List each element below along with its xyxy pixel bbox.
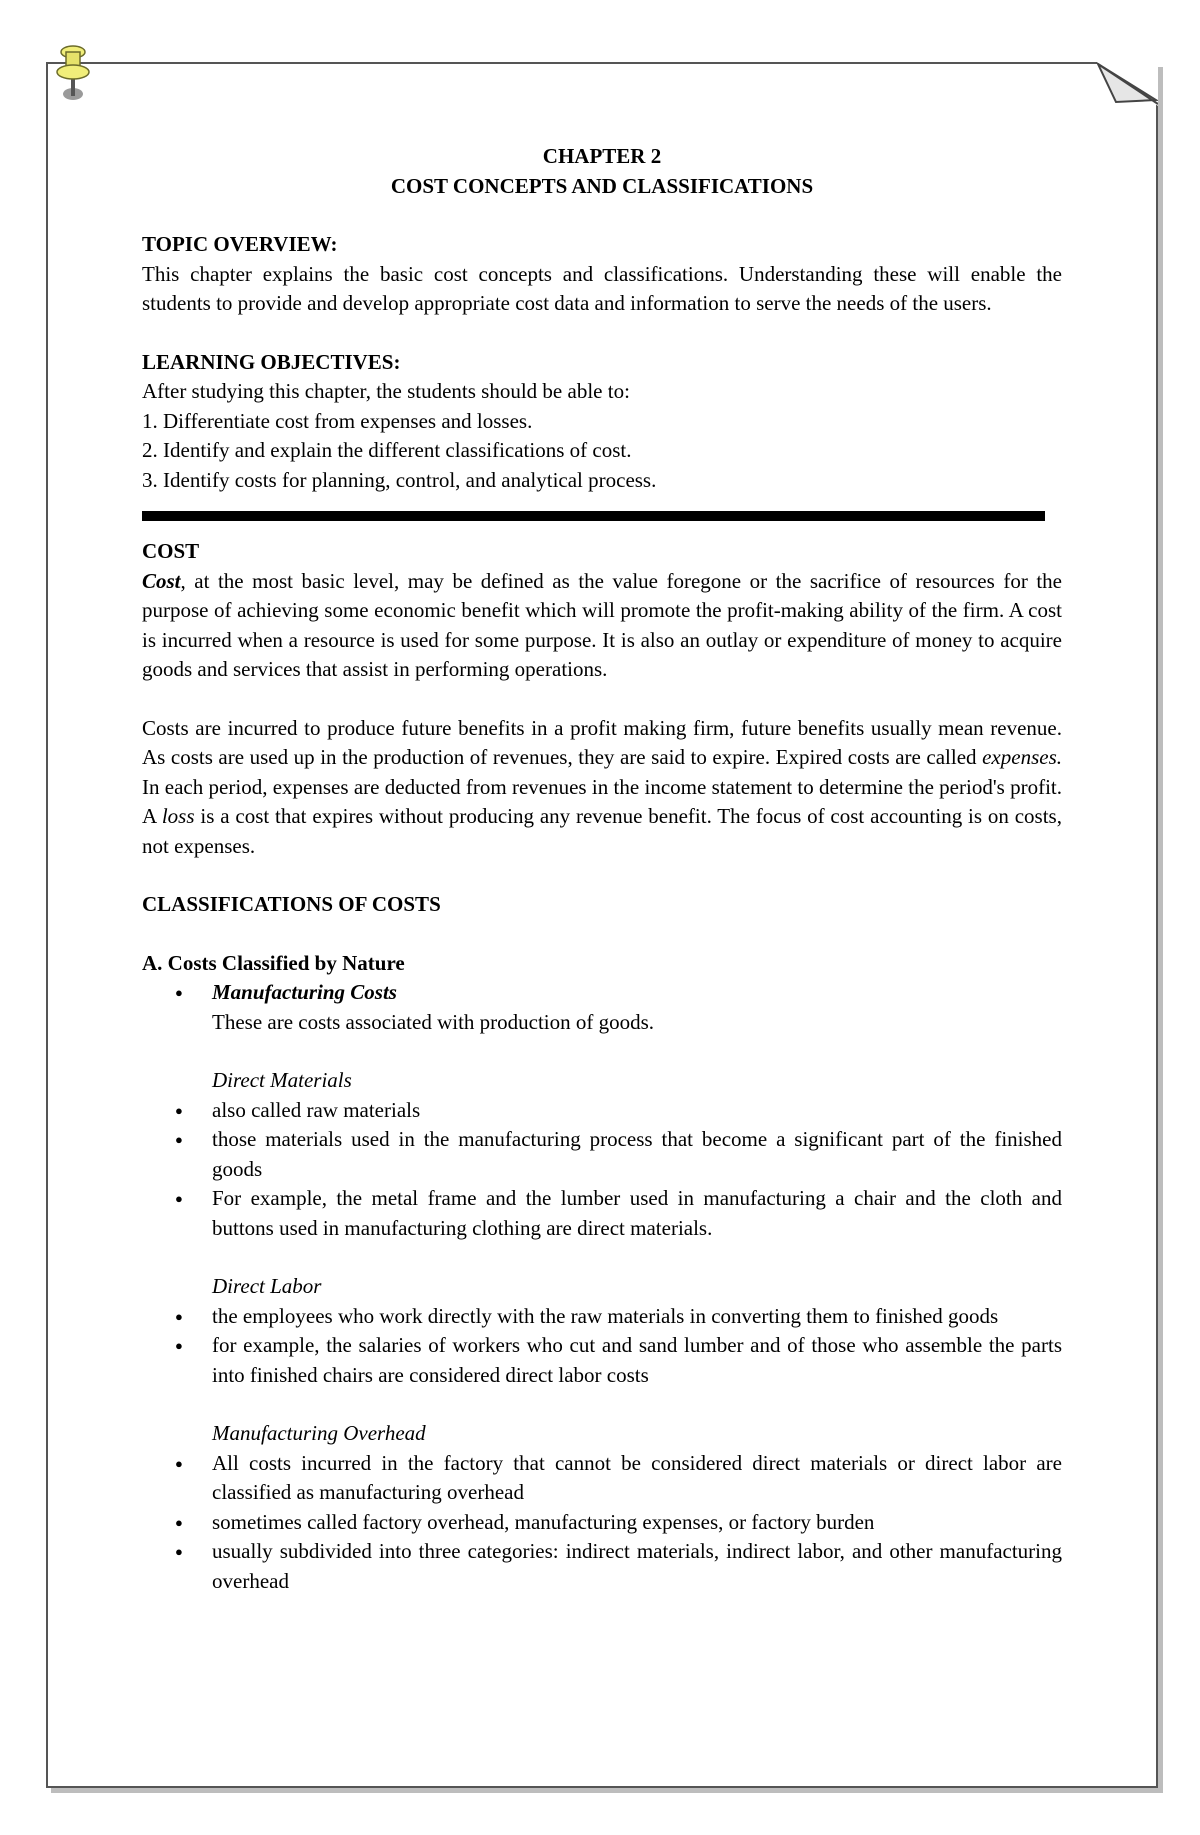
manufacturing-costs-label: ● Manufacturing Costs — [142, 978, 1062, 1008]
direct-labor-list — [142, 1302, 1062, 1391]
manufacturing-costs-desc: These are costs associated with production of goods. — [212, 1009, 655, 1034]
page-fold-icon — [1096, 62, 1158, 106]
manufacturing-list — [142, 978, 1062, 1008]
overview-text: This chapter explains the basic cost concepts and classifications. Understanding these will enable the students to provide and develop appropriate cost data and information to serve the needs of the users. — [142, 261, 1062, 315]
cost-text-part: In each period, expenses are deducted from revenues in the income statement to determine the period's profit. A — [142, 774, 1062, 828]
section-divider — [142, 511, 1045, 521]
loss-term: loss — [161, 804, 195, 828]
list-item: ● those materials used in the manufacturing process that become a significant part of the finished goods — [142, 1125, 1062, 1184]
list-item: ● also called raw materials — [142, 1096, 1062, 1126]
cost-expiry-paragraph — [142, 714, 1062, 862]
expenses-term: expenses. — [982, 745, 1062, 769]
classification-a-heading: A. Costs Classified by Nature — [142, 950, 405, 975]
cost-text-part: is a cost that expires without producing any revenue benefit. The focus of cost accounting is on costs, not expenses. — [142, 804, 1062, 858]
objectives-heading: LEARNING OBJECTIVES: — [142, 349, 401, 374]
cost-text-part: Costs are incurred to produce future benefits in a profit making firm, future benefits usually mean revenue. As costs are used up in the production of revenues, they are said to expire. Expired costs are called — [142, 715, 1062, 769]
classifications-heading: CLASSIFICATIONS OF COSTS — [142, 892, 441, 916]
cost-heading: COST — [142, 539, 200, 563]
list-item: ● the employees who work directly with the raw materials in converting them to finished goods — [142, 1302, 1062, 1332]
list-item: ● for example, the salaries of workers who cut and sand lumber and of those who assemble the parts into finished chairs are considered direct labor costs — [142, 1331, 1062, 1390]
chapter-title: COST CONCEPTS AND CLASSIFICATIONS — [390, 173, 814, 198]
pushpin-icon — [52, 44, 98, 104]
document-body — [142, 142, 1062, 1596]
list-item: ● For example, the metal frame and the lumber used in manufacturing a chair and the cloth and buttons used in manufacturing clothing are direct materials. — [142, 1184, 1062, 1243]
overhead-list — [142, 1449, 1062, 1597]
cost-definition-text: , at the most basic level, may be defined as the value foregone or the sacrifice of resources for the purpose of achieving some economic benefit which will promote the profit-making ability of the firm. A cost is incurred when a resource is used for some purpose. It is also an outlay or expenditure of money to acquire goods and services that assist in performing operations. — [142, 568, 1062, 681]
objective-item: 2. Identify and explain the different classifications of cost. — [142, 438, 632, 462]
direct-materials-list — [142, 1096, 1062, 1244]
direct-materials-label: Direct Materials — [212, 1068, 352, 1092]
cost-term: Cost — [142, 568, 181, 593]
chapter-number: CHAPTER 2 — [542, 144, 662, 168]
cost-definition — [142, 567, 1062, 685]
list-item: ● sometimes called factory overhead, manufacturing expenses, or factory burden — [142, 1508, 1062, 1538]
overhead-label: Manufacturing Overhead — [212, 1421, 426, 1445]
direct-labor-label: Direct Labor — [212, 1274, 322, 1298]
list-item: ● All costs incurred in the factory that cannot be considered direct materials or direct labor are classified as manufacturing overhead — [142, 1449, 1062, 1508]
list-item: ● usually subdivided into three categories: indirect materials, indirect labor, and other manufacturing overhead — [142, 1537, 1062, 1596]
objectives-intro: After studying this chapter, the students should be able to: — [142, 379, 630, 403]
objective-item: 3. Identify costs for planning, control, and analytical process. — [142, 467, 657, 492]
overview-heading: TOPIC OVERVIEW: — [142, 232, 338, 256]
objective-item: 1. Differentiate cost from expenses and losses. — [142, 408, 533, 433]
